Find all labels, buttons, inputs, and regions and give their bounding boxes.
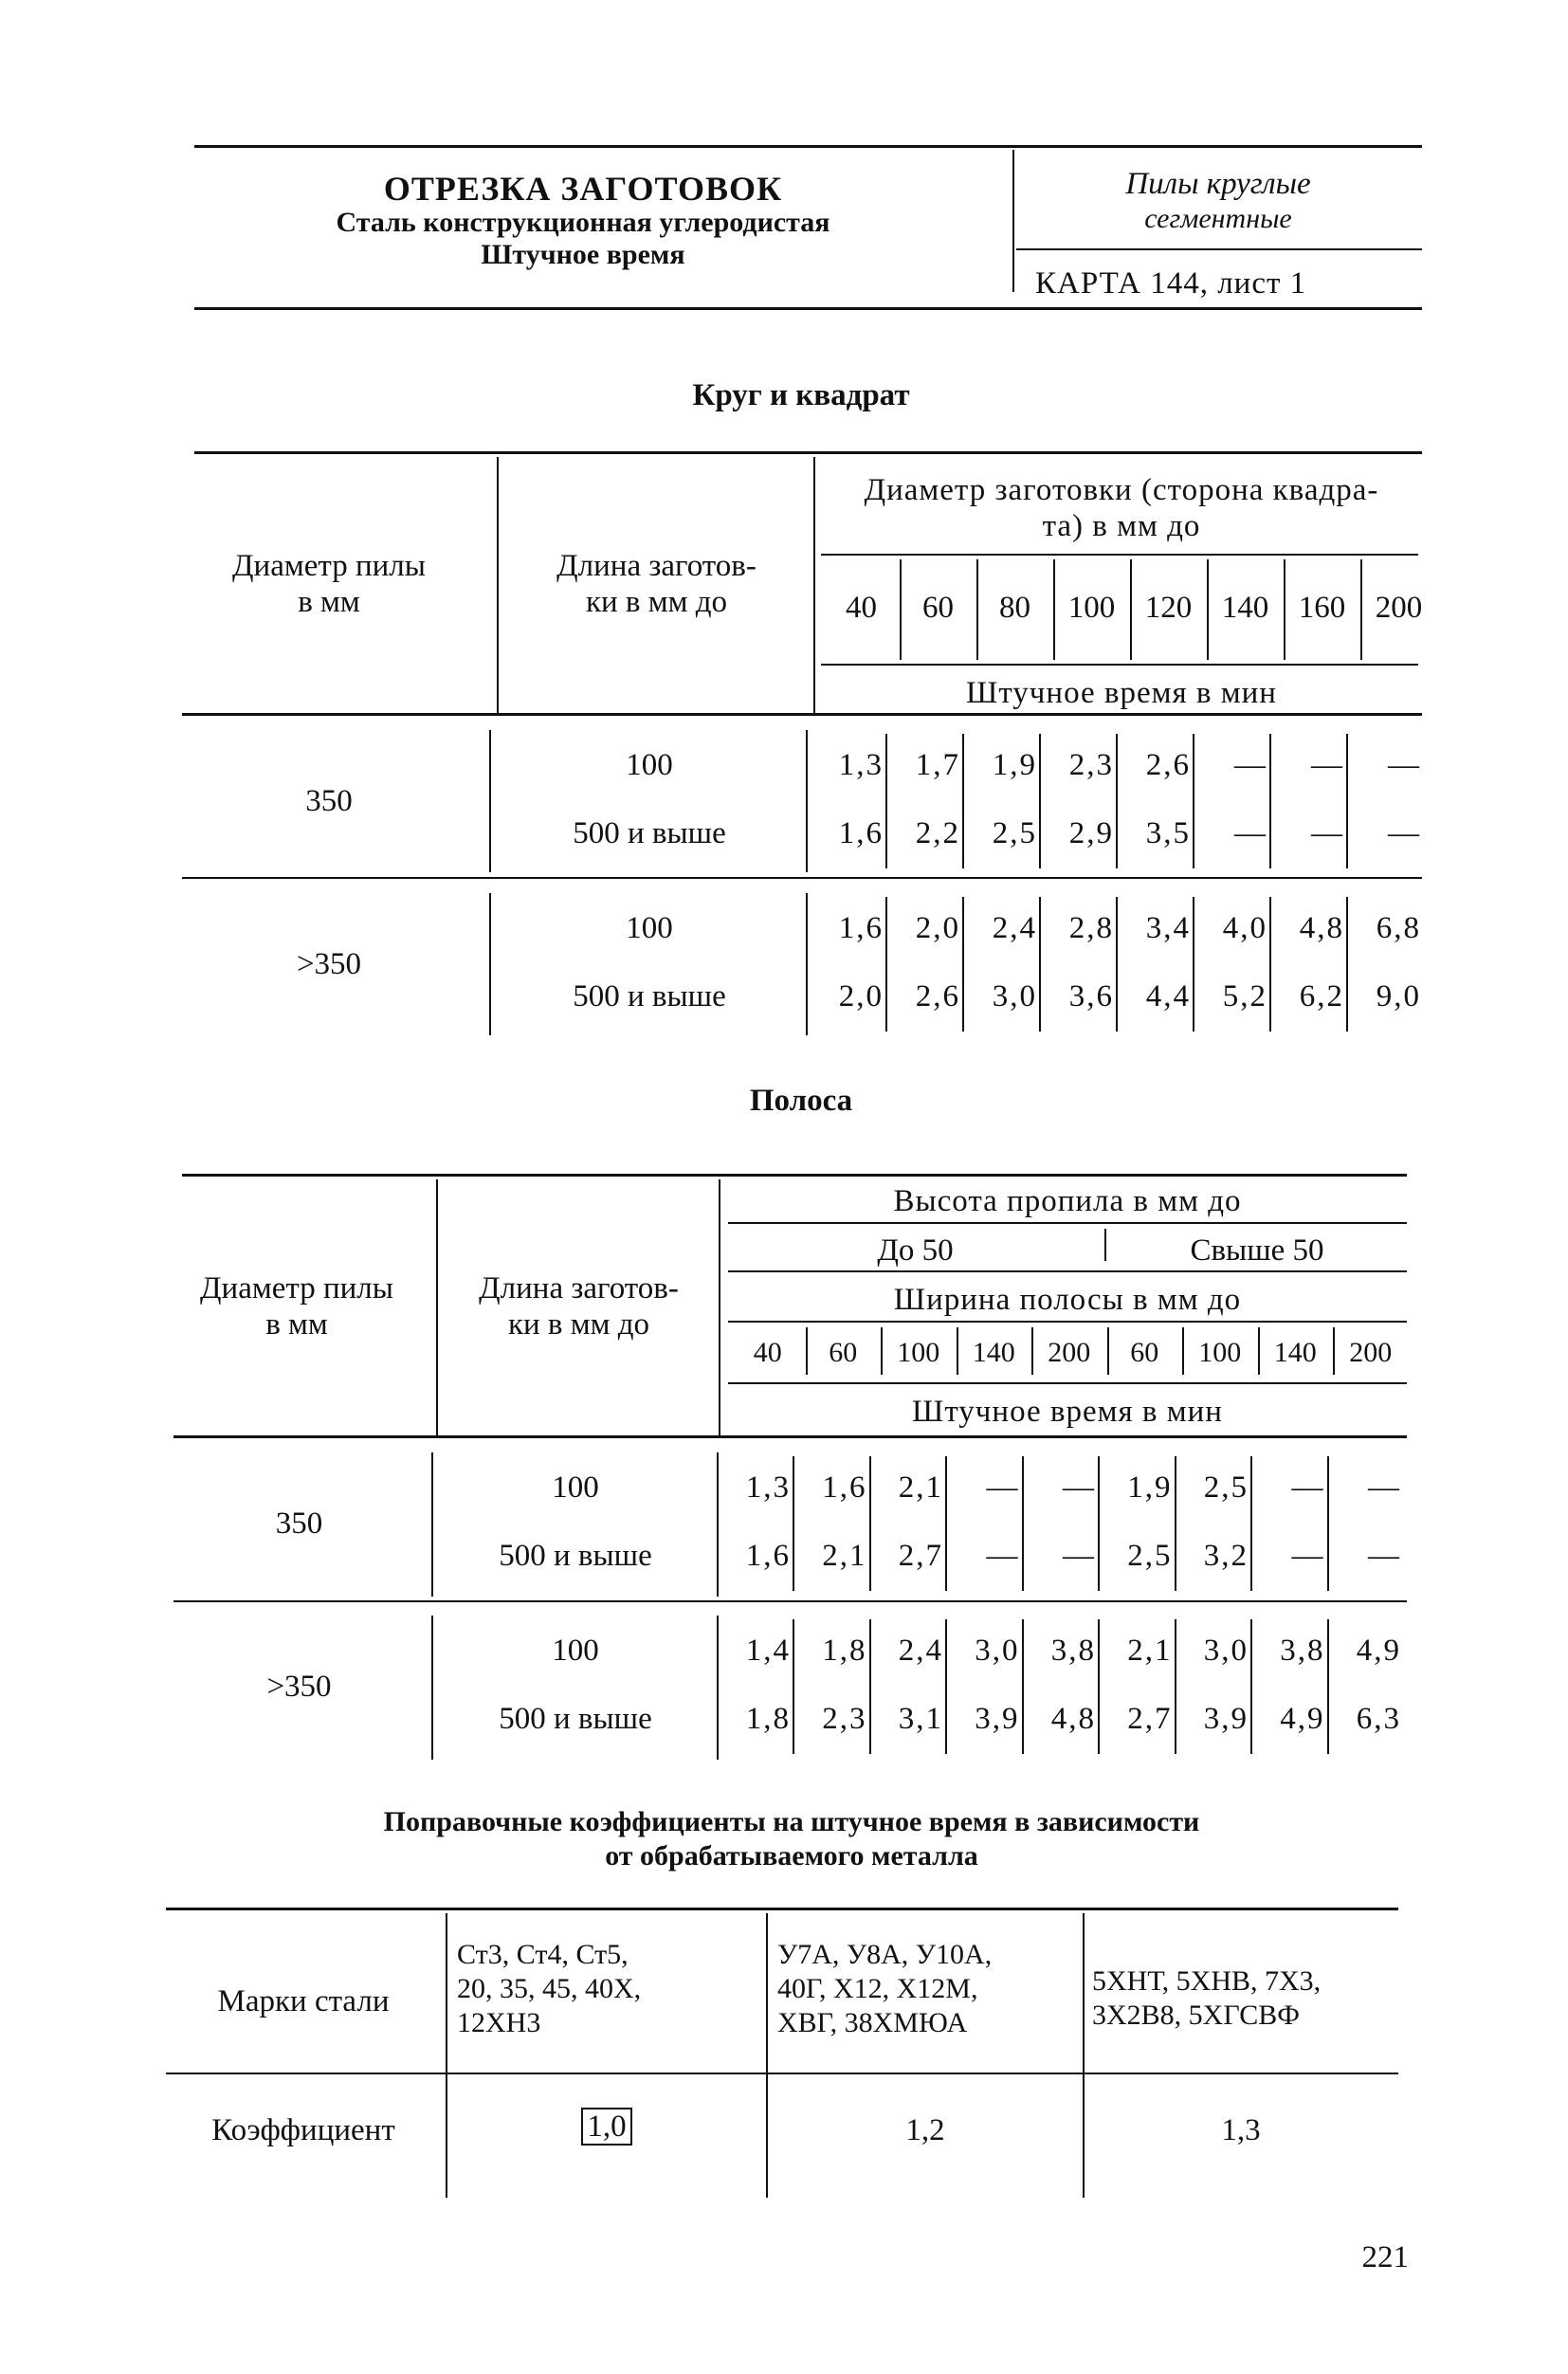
table2-value-cell: 3,8 xyxy=(1050,1634,1096,1668)
table1-size-header: 120 xyxy=(1144,591,1193,625)
header-bottom-rule xyxy=(194,307,1422,310)
table1-value-cell: 1,7 xyxy=(915,748,960,782)
table2-body-vline xyxy=(793,1619,794,1754)
table1-body-vline xyxy=(1193,897,1194,1032)
table1-size-divider xyxy=(1207,559,1209,660)
table2-width-header: 200 xyxy=(1349,1337,1393,1368)
table1-value-cell: 5,2 xyxy=(1222,979,1267,1014)
table1-size-header: 40 xyxy=(846,591,877,625)
table2-value-cell: 2,7 xyxy=(1127,1702,1173,1736)
table1-length-cell: 500 и выше xyxy=(573,979,726,1014)
table1-value-cell: 3,0 xyxy=(992,979,1037,1014)
table2-width-divider xyxy=(1107,1327,1109,1375)
table2-group-separator xyxy=(173,1600,1407,1602)
table1-value-cell: 2,6 xyxy=(915,979,960,1014)
table2-value-cell: 2,1 xyxy=(898,1470,943,1505)
table2-value-cell: — xyxy=(1291,1470,1325,1505)
table1-col-diameter: Диаметр заготовки (сторона квадра- та) в мм до xyxy=(864,473,1379,543)
table2-width-divider xyxy=(1182,1327,1184,1375)
table1-value-cell: 1,6 xyxy=(838,911,884,945)
table3-vline-2 xyxy=(766,1913,768,2198)
table3-coef-1: 1,0 xyxy=(581,2108,631,2146)
header-subtitle: Сталь конструкционная углеродистая xyxy=(336,207,830,238)
table2-width-header: 200 xyxy=(1048,1337,1091,1368)
table3-coef-1-wrap xyxy=(447,2109,766,2145)
table2-value-cell: 1,4 xyxy=(745,1634,791,1668)
table2-width-header: 40 xyxy=(753,1337,782,1368)
table2-height-high: Свыше 50 xyxy=(1190,1233,1324,1268)
table1-body-vline xyxy=(962,897,964,1032)
table1-body-vline xyxy=(1039,897,1041,1032)
table1-header-bottom-rule xyxy=(182,713,1422,716)
table1-size-divider xyxy=(976,559,978,660)
table2-body-vline-length xyxy=(717,1616,719,1760)
table2-body-vline xyxy=(1098,1456,1100,1591)
table2-value-cell: 2,5 xyxy=(1203,1470,1249,1505)
table1-sizes-bottom-rule xyxy=(821,664,1418,666)
table2-width-divider xyxy=(1333,1327,1335,1375)
table2-body-vline xyxy=(1022,1619,1024,1754)
table2-length-cell: 100 xyxy=(552,1634,599,1668)
table1-value-cell: 6,8 xyxy=(1376,911,1421,945)
table1-value-cell: 1,6 xyxy=(838,816,884,850)
table1-value-cell: 2,3 xyxy=(1068,748,1114,782)
table2-value-cell: — xyxy=(1063,1539,1096,1573)
table2-value-cell: 3,0 xyxy=(1203,1634,1249,1668)
table1-vline-saw xyxy=(497,457,499,713)
table2-length-cell: 100 xyxy=(552,1470,599,1505)
table1-body-vline-length xyxy=(806,730,808,872)
table1-length-cell: 500 и выше xyxy=(573,816,726,850)
table2-body-vline xyxy=(793,1456,794,1591)
table2-value-cell: 4,8 xyxy=(1050,1702,1096,1736)
table1-value-cell: — xyxy=(1311,816,1344,850)
table2-body-vline xyxy=(1022,1456,1024,1591)
table3-title: Поправочные коэффициенты на штучное время в зависимости от обрабатываемого металла xyxy=(383,1806,1200,1872)
page-number: 221 xyxy=(1361,2240,1409,2274)
table1-value-cell: 3,4 xyxy=(1145,911,1191,945)
table2-body-vline xyxy=(1175,1619,1176,1754)
table1-size-header: 140 xyxy=(1221,591,1269,625)
table3-grade-group-2: У7А, У8А, У10А, 40Г, Х12, Х12М, ХВГ, 38ХМЮА xyxy=(777,1939,993,2038)
table2-body-vline-saw xyxy=(431,1616,433,1760)
table1-saw-diameter: 350 xyxy=(305,784,353,818)
table2-col-time: Штучное время в мин xyxy=(912,1395,1223,1429)
table2-body-vline xyxy=(945,1456,947,1591)
table3-coef-3: 1,3 xyxy=(1221,2113,1261,2147)
table1-value-cell: — xyxy=(1234,748,1267,782)
table2-value-cell: — xyxy=(986,1539,1020,1573)
table1-value-cell: — xyxy=(1234,816,1267,850)
table2-value-cell: 4,9 xyxy=(1280,1702,1325,1736)
table2-value-cell: 2,1 xyxy=(1127,1634,1173,1668)
table2-body-vline xyxy=(1327,1456,1329,1591)
table1-size-divider xyxy=(1053,559,1055,660)
table2-body-vline xyxy=(1175,1456,1176,1591)
table1-value-cell: 1,9 xyxy=(992,748,1037,782)
table2-width-header: 60 xyxy=(1130,1337,1159,1368)
table2-col-height: Высота пропила в мм до xyxy=(893,1184,1242,1218)
table2-value-cell: 1,8 xyxy=(822,1634,867,1668)
table1-value-cell: — xyxy=(1388,748,1421,782)
table2-value-cell: 3,2 xyxy=(1203,1539,1249,1573)
table1-body-vline xyxy=(1269,897,1271,1032)
table2-top-rule xyxy=(182,1174,1407,1177)
table2-width-divider xyxy=(957,1327,958,1375)
table2-width-divider xyxy=(1031,1327,1033,1375)
table2-widths-bottom-rule xyxy=(728,1382,1407,1384)
table2-header-bottom-rule xyxy=(173,1435,1407,1438)
table1-body-vline xyxy=(1346,734,1348,868)
table1-value-cell: 2,0 xyxy=(915,911,960,945)
table2-body-vline xyxy=(1327,1619,1329,1754)
table1-value-cell: 2,8 xyxy=(1068,911,1114,945)
table1-length-cell: 100 xyxy=(626,748,673,782)
header-tool-line2: сегментные xyxy=(1144,203,1292,234)
table1-group-separator xyxy=(182,877,1422,879)
table1-value-cell: 3,5 xyxy=(1145,816,1191,850)
table2-col-width: Ширина полосы в мм до xyxy=(893,1283,1242,1317)
table2-body-vline-saw xyxy=(431,1452,433,1597)
table1-body-vline xyxy=(1193,734,1194,868)
table2-width-divider xyxy=(881,1327,883,1375)
table1-value-cell: 2,4 xyxy=(992,911,1037,945)
table2-value-cell: 2,7 xyxy=(898,1539,943,1573)
table1-size-header: 60 xyxy=(922,591,954,625)
table2-width-header: 100 xyxy=(1198,1337,1242,1368)
table3-top-rule xyxy=(166,1908,1398,1910)
table3-row-coef-label: Коэффициент xyxy=(211,2113,395,2147)
table1-value-cell: 2,9 xyxy=(1068,816,1114,850)
table2-body-vline xyxy=(945,1619,947,1754)
table1-col-saw: Диаметр пилы в мм xyxy=(232,549,426,619)
table2-body-vline-length xyxy=(717,1452,719,1597)
table1-vline-length xyxy=(813,457,815,713)
table2-widths-top-rule xyxy=(728,1321,1407,1323)
table1-body-vline xyxy=(885,897,887,1032)
table2-value-cell: 2,4 xyxy=(898,1634,943,1668)
table1-body-vline xyxy=(1269,734,1271,868)
header-subtitle-time: Штучное время xyxy=(481,239,685,270)
table1-value-cell: 3,6 xyxy=(1068,979,1114,1014)
table1-body-vline-saw xyxy=(489,893,491,1035)
table2-title: Полоса xyxy=(749,1084,853,1118)
table1-size-divider xyxy=(1284,559,1285,660)
table1-value-cell: 2,2 xyxy=(915,816,960,850)
table2-value-cell: — xyxy=(1063,1470,1096,1505)
table2-value-cell: 3,0 xyxy=(975,1634,1020,1668)
table2-value-cell: 2,3 xyxy=(822,1702,867,1736)
table2-length-cell: 500 и выше xyxy=(499,1702,652,1736)
table2-value-cell: 6,3 xyxy=(1356,1702,1401,1736)
table2-body-vline xyxy=(1098,1619,1100,1754)
table2-width-divider xyxy=(1258,1327,1260,1375)
table1-length-cell: 100 xyxy=(626,911,673,945)
table2-value-cell: 2,1 xyxy=(822,1539,867,1573)
table2-width-header: 60 xyxy=(829,1337,858,1368)
table1-size-divider xyxy=(1360,559,1362,660)
table1-col-length: Длина заготов- ки в мм до xyxy=(556,549,757,619)
table1-size-header: 80 xyxy=(999,591,1030,625)
table1-top-rule xyxy=(194,451,1422,454)
table2-body-vline xyxy=(869,1619,871,1754)
table3-coef-2: 1,2 xyxy=(905,2113,945,2147)
table1-body-vline xyxy=(885,734,887,868)
table1-value-cell: 6,2 xyxy=(1299,979,1344,1014)
table1-size-divider xyxy=(900,559,902,660)
table2-value-cell: 1,9 xyxy=(1127,1470,1173,1505)
table2-body-vline xyxy=(869,1456,871,1591)
table1-title: Круг и квадрат xyxy=(692,378,910,412)
table2-value-cell: 4,9 xyxy=(1356,1634,1401,1668)
table2-width-divider xyxy=(806,1327,808,1375)
table1-value-cell: 2,0 xyxy=(838,979,884,1014)
table1-value-cell: 4,8 xyxy=(1299,911,1344,945)
table2-width-rule xyxy=(728,1270,1407,1272)
table2-value-cell: 3,9 xyxy=(1203,1702,1249,1736)
header-card-rule xyxy=(1016,248,1422,250)
table3-mid-rule xyxy=(166,2073,1398,2074)
table1-value-cell: 4,4 xyxy=(1145,979,1191,1014)
table2-value-cell: 3,8 xyxy=(1280,1634,1325,1668)
table2-height-rule xyxy=(728,1222,1407,1224)
table2-col-saw: Диаметр пилы в мм xyxy=(200,1271,393,1342)
table1-size-header: 100 xyxy=(1067,591,1116,625)
table1-saw-diameter: >350 xyxy=(296,947,362,981)
table1-body-vline xyxy=(1116,897,1118,1032)
table2-saw-diameter: >350 xyxy=(266,1670,332,1704)
table2-height-divider xyxy=(1104,1229,1106,1261)
table2-width-header: 140 xyxy=(972,1337,1015,1368)
table2-value-cell: 1,6 xyxy=(745,1539,791,1573)
table3-vline-1 xyxy=(446,1913,447,2198)
header-tool-line1: Пилы круглые xyxy=(1125,167,1311,201)
header-title: ОТРЕЗКА ЗАГОТОВОК xyxy=(383,170,783,208)
table1-value-cell: 4,0 xyxy=(1222,911,1267,945)
table2-body-vline xyxy=(1250,1456,1252,1591)
table1-size-header: 200 xyxy=(1375,591,1423,625)
table2-value-cell: — xyxy=(986,1470,1020,1505)
table2-value-cell: 1,3 xyxy=(745,1470,791,1505)
table1-value-cell: — xyxy=(1311,748,1344,782)
table1-value-cell: 1,3 xyxy=(838,748,884,782)
table1-sizes-top-rule xyxy=(821,554,1418,556)
table2-value-cell: 3,9 xyxy=(975,1702,1020,1736)
table1-body-vline xyxy=(1346,897,1348,1032)
table3-vline-3 xyxy=(1083,1913,1085,2198)
table2-vline-saw xyxy=(436,1179,438,1435)
table2-length-cell: 500 и выше xyxy=(499,1539,652,1573)
table2-col-length: Длина заготов- ки в мм до xyxy=(479,1271,679,1342)
table1-body-vline-length xyxy=(806,893,808,1035)
table1-value-cell: 2,5 xyxy=(992,816,1037,850)
table1-value-cell: 2,6 xyxy=(1145,748,1191,782)
table1-size-header: 160 xyxy=(1298,591,1346,625)
table2-value-cell: — xyxy=(1368,1539,1401,1573)
header-divider xyxy=(1012,150,1014,292)
table2-body-vline xyxy=(1250,1619,1252,1754)
table1-body-vline xyxy=(962,734,964,868)
table1-col-time: Штучное время в мин xyxy=(966,676,1277,710)
header-top-rule xyxy=(194,145,1422,148)
table2-height-low: До 50 xyxy=(877,1233,954,1268)
table3-row-grades-label: Марки стали xyxy=(217,1984,390,2018)
table2-value-cell: 3,1 xyxy=(898,1702,943,1736)
table2-value-cell: — xyxy=(1291,1539,1325,1573)
table3-grade-group-3: 5ХНТ, 5ХНВ, 7Х3, 3Х2В8, 5ХГСВФ xyxy=(1092,1965,1322,2031)
table2-width-header: 100 xyxy=(897,1337,940,1368)
table2-value-cell: 2,5 xyxy=(1127,1539,1173,1573)
table1-body-vline xyxy=(1039,734,1041,868)
table1-value-cell: — xyxy=(1388,816,1421,850)
table2-value-cell: 1,6 xyxy=(822,1470,867,1505)
table3-grade-group-1: Ст3, Ст4, Ст5, 20, 35, 45, 40Х, 12ХН3 xyxy=(457,1939,642,2038)
table1-body-vline xyxy=(1116,734,1118,868)
table1-value-cell: 9,0 xyxy=(1376,979,1421,1014)
table1-body-vline-saw xyxy=(489,730,491,872)
table2-saw-diameter: 350 xyxy=(275,1507,323,1541)
table2-vline-length xyxy=(719,1179,720,1435)
table2-value-cell: — xyxy=(1368,1470,1401,1505)
table2-value-cell: 1,8 xyxy=(745,1702,791,1736)
header-card-number: КАРТА 144, лист 1 xyxy=(1035,266,1307,301)
table2-width-header: 140 xyxy=(1273,1337,1317,1368)
table1-size-divider xyxy=(1130,559,1132,660)
